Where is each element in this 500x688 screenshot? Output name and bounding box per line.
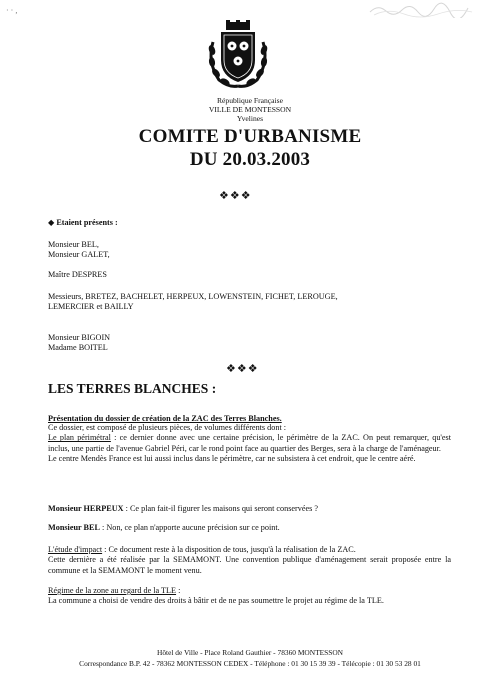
attendee-line: Monsieur GALET,	[48, 250, 110, 259]
attendee-line: LEMERCIER et BAILLY	[48, 302, 134, 311]
label-etude-impact: L'étude d'impact	[48, 545, 103, 554]
question-line: Monsieur HERPEUX : Ce plan fait-il figurer les maisons qui seront conservées ?	[48, 504, 318, 513]
attendance-heading: ◆ Etaient présents :	[48, 218, 118, 227]
attendee-line: Monsieur BIGOIN	[48, 333, 111, 342]
attendee-line: Maître DESPRES	[48, 270, 107, 279]
document-title: COMITE D'URBANISME	[138, 126, 362, 147]
attendee-line: Messieurs, BRETEZ, BACHELET, HERPEUX, LOWENSTEIN, FICHET, LEROUGE,	[48, 292, 338, 301]
paragraph-dossier: Ce dossier, est composé de plusieurs pièces, de volumes différents dont : Le plan périmétral : ce dernier donne avec une certaine précision, le périmètre de la ZAC. On peut remarquer, qu'est inclus, une partie de l'avenue Gabriel Péri, car le rond point face au quartier des Berges, sera à la charge de l'aménageur. Le centre Mendès France est lui aussi inclus dans le périmètre, car ne subsistera à cet endroit, que le centre aéré.	[48, 423, 451, 463]
attendee-line: Madame BOITEL	[48, 343, 108, 352]
speaker-name: Monsieur BEL	[48, 523, 100, 532]
ornament-divider: ❖❖❖	[219, 190, 252, 202]
ornament-divider: ❖❖❖	[226, 363, 259, 375]
montesson-coat-of-arms-icon	[205, 20, 271, 92]
label-plan-perimetral: Le plan périmétral	[48, 433, 111, 443]
attendee-line: Monsieur BEL,	[48, 240, 99, 249]
section-subheading: Présentation du dossier de création de la ZAC des Terres Blanches.	[48, 414, 282, 423]
section-heading: LES TERRES BLANCHES :	[48, 381, 217, 396]
header-ville: VILLE DE MONTESSON	[208, 105, 292, 114]
header-republique: République Française	[216, 96, 283, 105]
footer-contact: Correspondance B.P. 42 - 78362 MONTESSON CEDEX - Téléphone : 01 30 15 39 39 - Télécopie : 01 30 53 28 01	[79, 659, 421, 668]
speaker-name: Monsieur HERPEUX	[48, 504, 124, 513]
header-departement: Yvelines	[236, 114, 264, 123]
paragraph-etude-impact: L'étude d'impact : Ce document reste à la disposition de tous, jusqu'à la réalisation de la ZAC. Cette dernière a été réalisée par la SEMAMONT. Une convention publique d'aménagement serait proposée entre la commune et la SEMAMONT le moment venu.	[48, 545, 451, 575]
paragraph-regime-tle: Régime de la zone au regard de la TLE : La commune a choisi de vendre des droits à bâtir et de ne pas soumettre le projet au régime de la TLE.	[48, 586, 384, 606]
diamond-bullet-icon: ◆	[48, 218, 55, 227]
footer-address: Hôtel de Ville - Place Roland Gauthier - 78360 MONTESSON	[156, 648, 343, 657]
answer-line: Monsieur BEL : Non, ce plan n'apporte aucune précision sur ce point.	[48, 523, 280, 532]
label-regime-tle: Régime de la zone au regard de la TLE	[48, 586, 177, 595]
scan-artifact-stamp	[368, 2, 478, 18]
scan-speck: · · ,	[6, 6, 18, 15]
document-date: DU 20.03.2003	[189, 149, 311, 170]
